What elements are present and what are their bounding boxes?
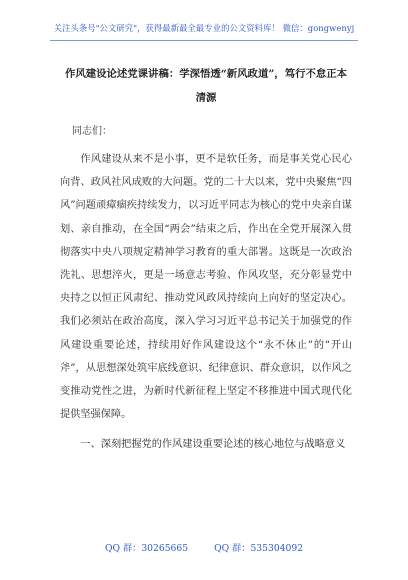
body-paragraph: 作风建设从来不是小事，更不是软任务，而是事关党心民心向背、政风社风成败的大问题。党的二十大以来，党中央聚焦“四风”问题顽瘴痼疾持续发力，以习近平同志为核心的党中央亲自谋划、亲自推动，在全国“两会”结束之后，作出在全党开展深入贯彻落实中央八项规定精神学习教育的重大部署。这既是一次政治洗礼、思想淬火，更是一场意志考验、作风攻坚，充分彰显党中央持之以恒正风肃纪、推动党风政风持续向上向好的坚定决心。我们必须站在政治高度，深入学习习近平总书记关于加强党的作风建设重要论述，持续用好作风建设这个“永不休止”的“开山斧”，从思想深处筑牢底线意识、纪律意识、群众意识，以作风之变推动党性之进，为新时代新征程上坚定不移推进中国式现代化提供坚强保障。	[60, 154, 352, 421]
salutation: 同志们：	[72, 126, 112, 137]
footer-qq-group-2: QQ 群：535304092	[214, 543, 304, 554]
document-title: 作风建设论述党课讲稿：学深悟透“新风政道”，笃行不怠正本清源	[64, 68, 348, 104]
header-divider	[50, 40, 358, 41]
footer-contact	[0, 540, 408, 554]
footer-qq-group-1: QQ 群：30265665	[104, 543, 189, 554]
section-heading: 一、深刻把握党的作风建设重要论述的核心地位与战略意义	[80, 439, 346, 450]
header-promo-banner: 关注头条号"公文研究"，获得最新最全最专业的公文资料库！ 微信：gongwenyj	[53, 23, 355, 33]
